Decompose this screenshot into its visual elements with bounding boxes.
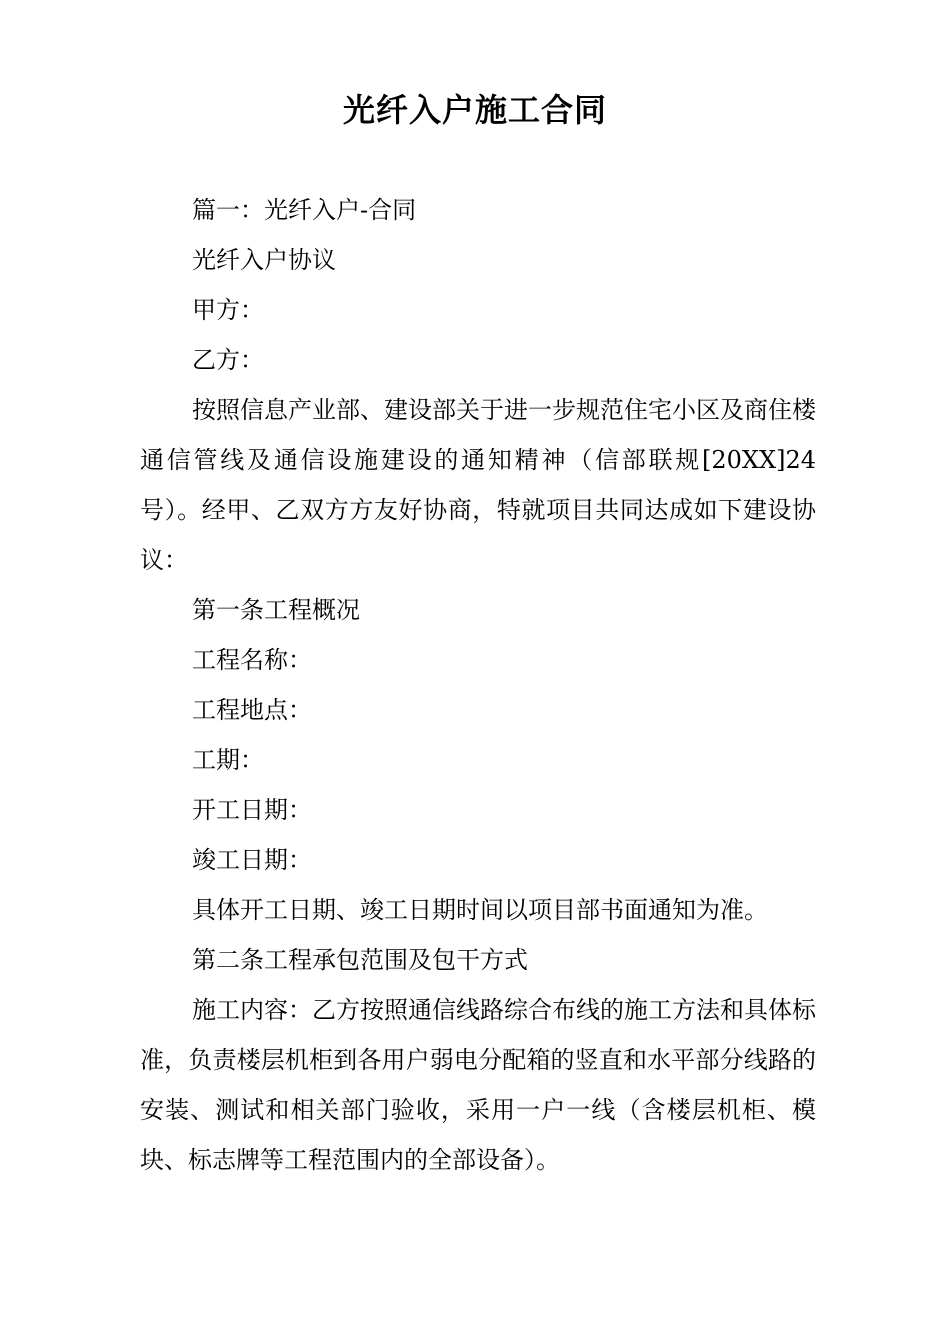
document-title: 光纤入户施工合同 [342, 91, 607, 129]
paragraph-completion-date: 竣工日期： [192, 846, 312, 874]
paragraph-start-date: 开工日期： [192, 796, 312, 824]
paragraph-work-content: 施工内容：乙方按照通信线路综合布线的施工方法和具体标准，负责楼层机柜到各用户弱电分配箱的竖直和水平部分线路的安装、测试和相关部门验收，采用一户一线（含楼层机柜、模块、标志牌等工程范围内的全部设备）。 [140, 996, 816, 1174]
paragraph-date-note: 具体开工日期、竣工日期时间以项目部书面通知为准。 [192, 896, 768, 924]
paragraph-article-1-heading: 第一条工程概况 [192, 596, 360, 624]
paragraph-party-b: 乙方： [192, 346, 264, 374]
paragraph-project-location: 工程地点： [192, 696, 312, 724]
paragraph-article-2-heading: 第二条工程承包范围及包干方式 [192, 946, 528, 974]
paragraph-duration: 工期： [192, 746, 264, 774]
document-body [140, 185, 816, 1185]
paragraph-agreement-title: 光纤入户协议 [192, 246, 336, 274]
paragraph-party-a: 甲方： [192, 296, 264, 324]
paragraph-project-name: 工程名称： [192, 646, 312, 674]
paragraph-chapter-heading: 篇一：光纤入户-合同 [192, 196, 417, 224]
paragraph-preamble: 按照信息产业部、建设部关于进一步规范住宅小区及商住楼通信管线及通信设施建设的通知精神（信部联规[20XX]24号）。经甲、乙双方方友好协商，特就项目共同达成如下建设协议： [140, 396, 816, 574]
